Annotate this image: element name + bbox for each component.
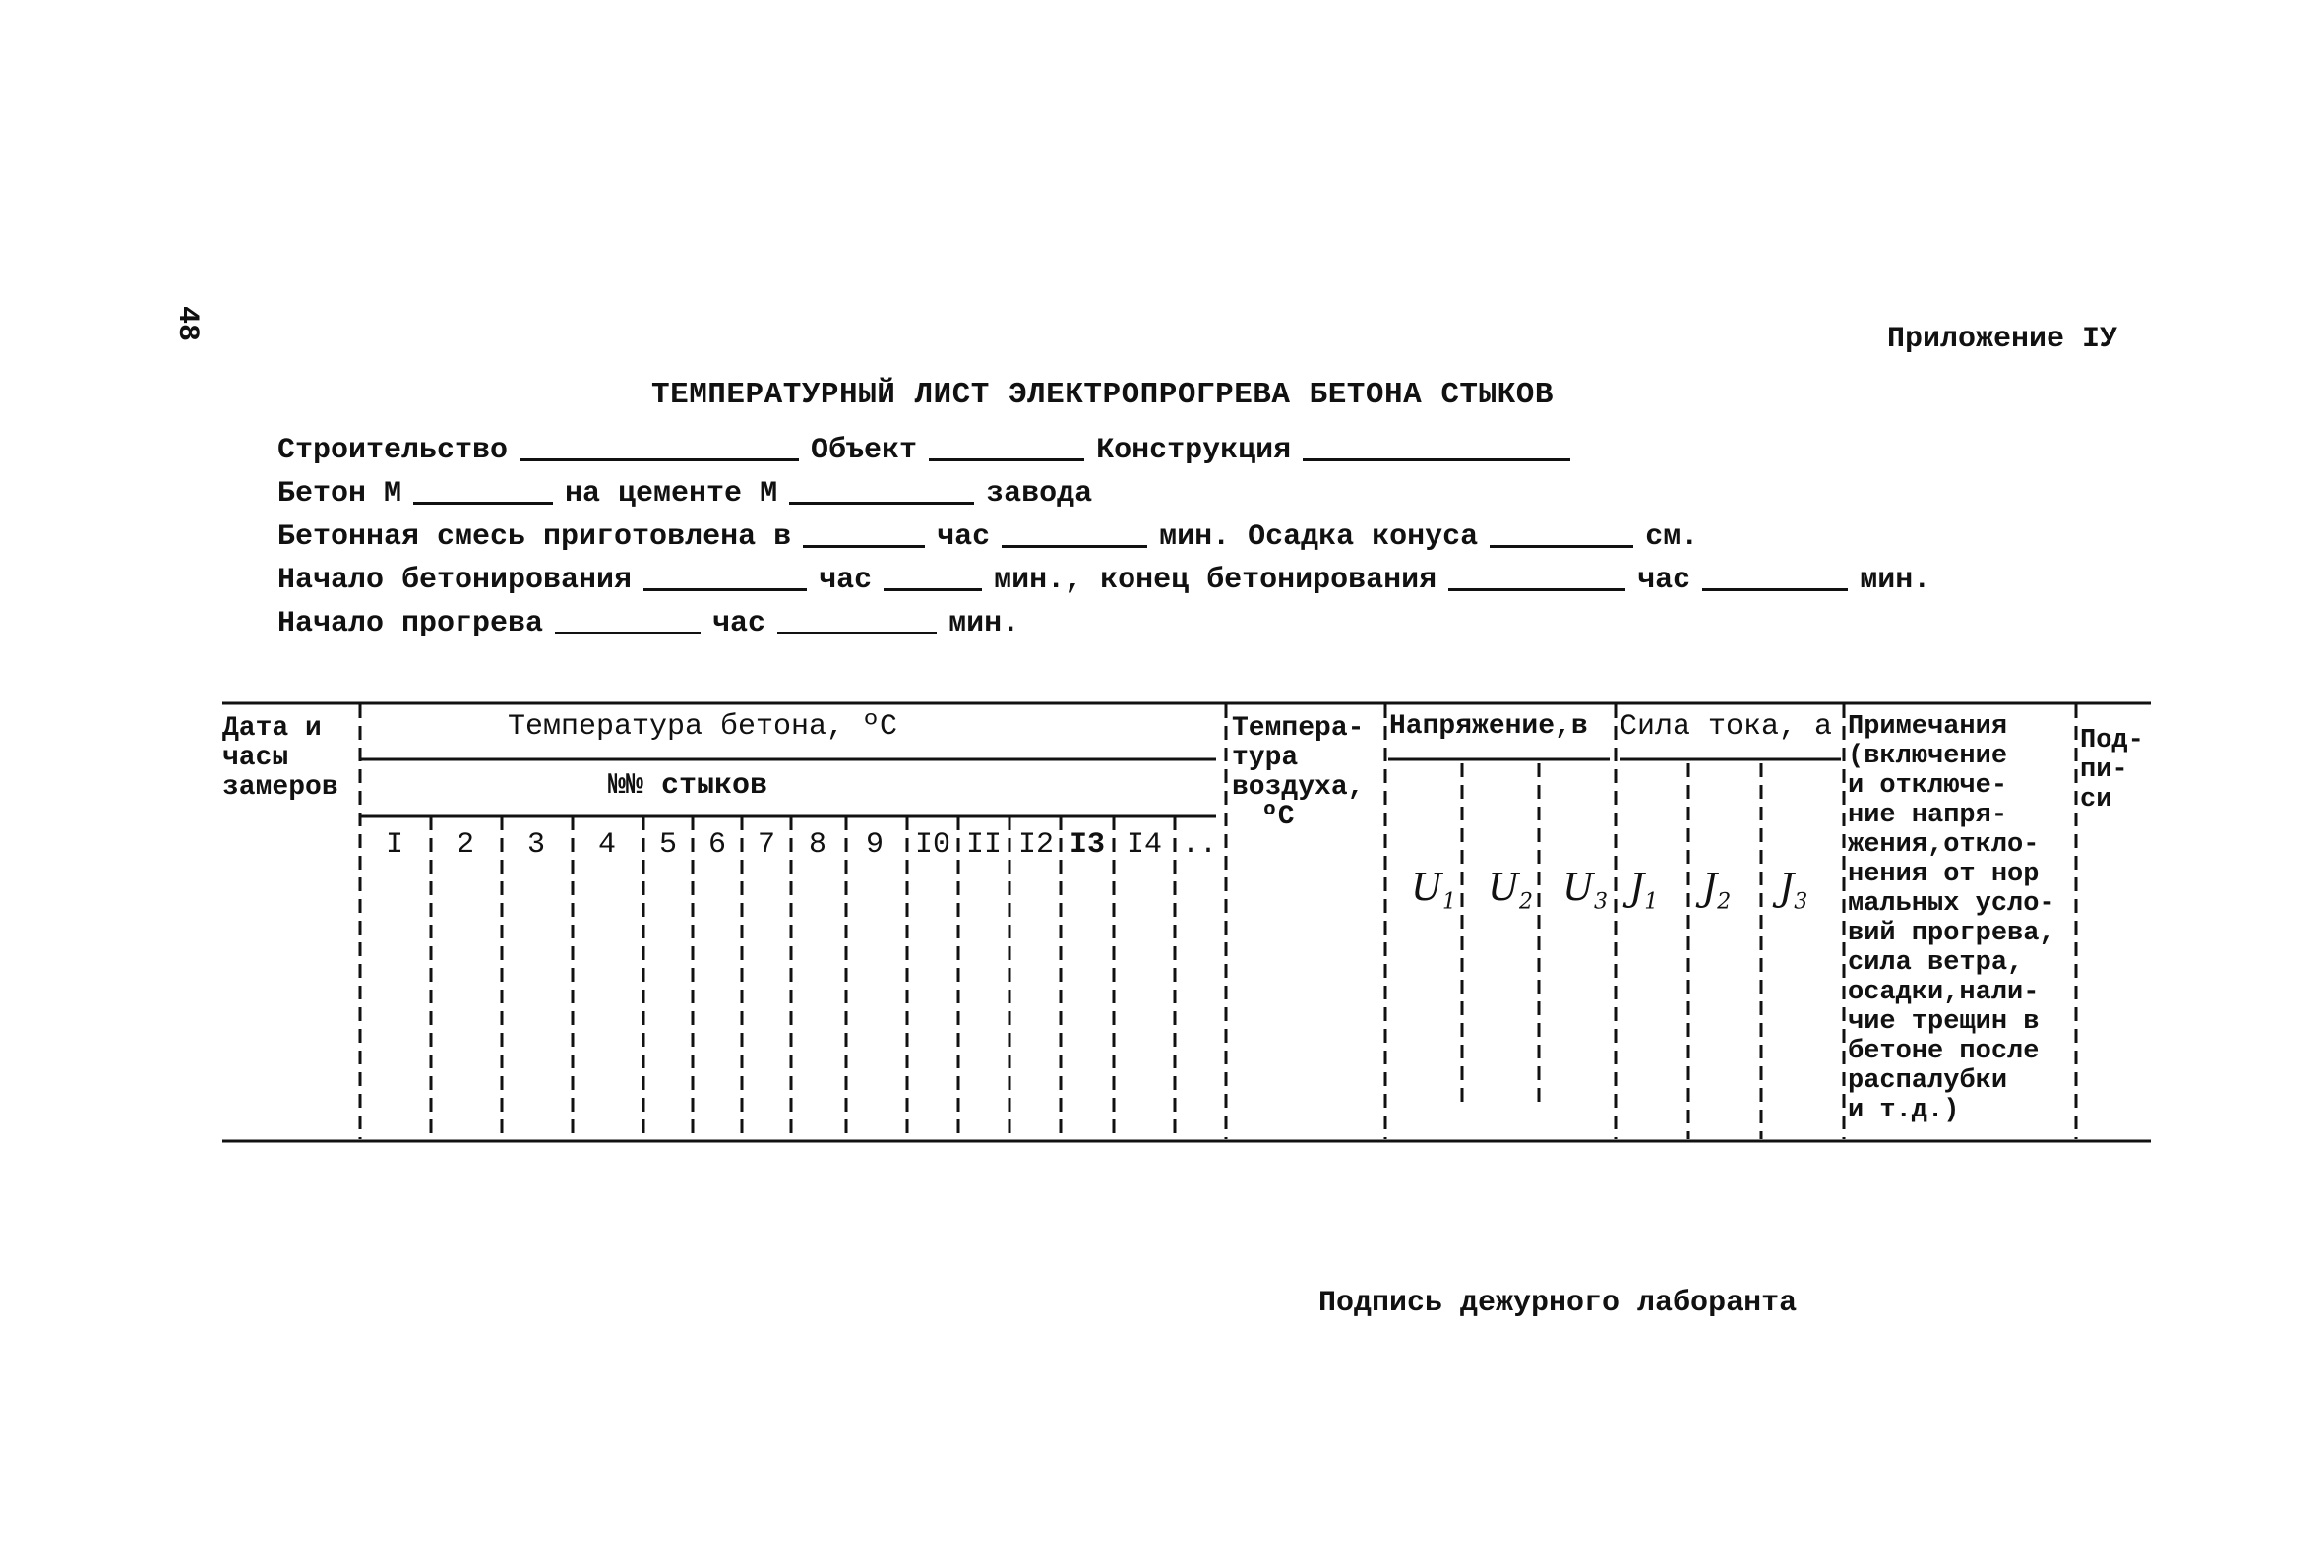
- concrete-grade-label: Бетон М: [277, 477, 402, 511]
- joint-number: I: [385, 828, 403, 862]
- appendix-label: Приложение IУ: [1887, 323, 2118, 356]
- air-temp-header-line: Темпера-: [1232, 713, 1365, 744]
- slump-blank[interactable]: [1490, 544, 1633, 548]
- hour-label: час: [937, 520, 991, 554]
- current-header: Сила тока, а: [1620, 710, 1833, 744]
- cm-label: см.: [1645, 520, 1699, 554]
- joint-number: 6: [707, 828, 726, 862]
- joint-number: 8: [808, 828, 826, 862]
- concrete-grade-blank[interactable]: [413, 501, 553, 505]
- page-number: 48: [170, 305, 205, 342]
- mix-hour-blank[interactable]: [803, 544, 925, 548]
- concreting-end-hour-blank[interactable]: [1448, 587, 1625, 591]
- joint-number: I0: [914, 828, 950, 862]
- current-symbol-j3: $J_3$: [1779, 866, 1808, 915]
- heating-start-label: Начало прогрева: [277, 607, 544, 640]
- form-line-5: [277, 602, 1019, 645]
- concreting-end-min-blank[interactable]: [1702, 587, 1848, 591]
- lab-assistant-signature-label: Подпись дежурного лаборанта: [1318, 1287, 1798, 1320]
- construction-blank[interactable]: [520, 457, 799, 461]
- current-symbol-j1: $J_1$: [1629, 866, 1659, 915]
- joint-number: 5: [658, 828, 677, 862]
- object-label: Объект: [811, 434, 918, 467]
- concrete-temp-header: Температура бетона, ºС: [508, 710, 898, 744]
- form-line-1: [277, 429, 1582, 472]
- joint-number: I2: [1017, 828, 1054, 862]
- construction-label: Строительство: [277, 434, 509, 467]
- voltage-header: Напряжение,в: [1389, 711, 1588, 742]
- min-label: мин.: [1159, 520, 1231, 554]
- min-label: мин.,: [994, 564, 1083, 597]
- mix-prepared-label: Бетонная смесь приготовлена в: [277, 520, 792, 554]
- joints-header: №№ стыков: [608, 769, 768, 803]
- date-header: [222, 714, 338, 803]
- min-label: мин.: [948, 607, 1020, 640]
- joint-number: I3: [1069, 828, 1105, 862]
- voltage-symbol-u3: $U_3$: [1562, 866, 1609, 915]
- concreting-start-hour-blank[interactable]: [643, 587, 807, 591]
- concreting-start-min-blank[interactable]: [884, 587, 982, 591]
- heating-start-min-blank[interactable]: [777, 631, 937, 634]
- min-label: мин.: [1860, 564, 1931, 597]
- voltage-symbol-u2: $U_2$: [1488, 866, 1534, 915]
- air-temp-header-line: воздуха,: [1232, 772, 1365, 803]
- joint-number: I4: [1126, 828, 1162, 862]
- date-header-line: часы: [222, 743, 289, 773]
- voltage-symbol-u1: $U_1$: [1411, 866, 1457, 915]
- cement-grade-blank[interactable]: [789, 501, 974, 505]
- air-temp-header-line: ºС: [1261, 802, 1295, 832]
- plant-label: завода: [986, 477, 1093, 511]
- joint-number: 2: [456, 828, 474, 862]
- current-symbol-j2: $J_2$: [1702, 866, 1732, 915]
- form-line-4: [277, 559, 1930, 602]
- joint-number: ..: [1181, 828, 1217, 862]
- structure-blank[interactable]: [1303, 457, 1570, 461]
- cement-grade-label: на цементе М: [565, 477, 778, 511]
- date-header-line: Дата и: [222, 713, 322, 744]
- structure-label: Конструкция: [1096, 434, 1292, 467]
- mix-min-blank[interactable]: [1002, 544, 1147, 548]
- temperature-table: [222, 700, 2153, 1143]
- joint-number: 3: [526, 828, 545, 862]
- hour-label: час: [712, 607, 766, 640]
- date-header-line: замеров: [222, 772, 338, 803]
- joint-number: II: [965, 828, 1002, 862]
- air-temp-header-line: тура: [1232, 743, 1299, 773]
- document-title: ТЕМПЕРАТУРНЫЙ ЛИСТ ЭЛЕКТРОПРОГРЕВА БЕТОНА СТЫКОВ: [651, 378, 1554, 412]
- joint-number: 9: [865, 828, 884, 862]
- joint-number: 4: [597, 828, 616, 862]
- joint-number: 7: [757, 828, 775, 862]
- heating-start-hour-blank[interactable]: [555, 631, 701, 634]
- form-line-2: [277, 472, 1092, 515]
- air-temp-header: [1232, 714, 1364, 832]
- notes-header: Примечания (включение и отключе- ние напря- жения,откло- нения от нор мальных усло- вий прогрева, сила ветра, осадки,нали- чие трещин в бетоне после распалубки и т.д.): [1848, 712, 2055, 1125]
- form-line-3: [277, 515, 1698, 559]
- hour-label: час: [819, 564, 873, 597]
- concreting-start-label: Начало бетонирования: [277, 564, 633, 597]
- concreting-end-label: конец бетонирования: [1100, 564, 1437, 597]
- object-blank[interactable]: [929, 457, 1084, 461]
- slump-label: Осадка конуса: [1248, 520, 1479, 554]
- hour-label: час: [1637, 564, 1691, 597]
- signatures-header: Под- пи- си: [2080, 726, 2144, 814]
